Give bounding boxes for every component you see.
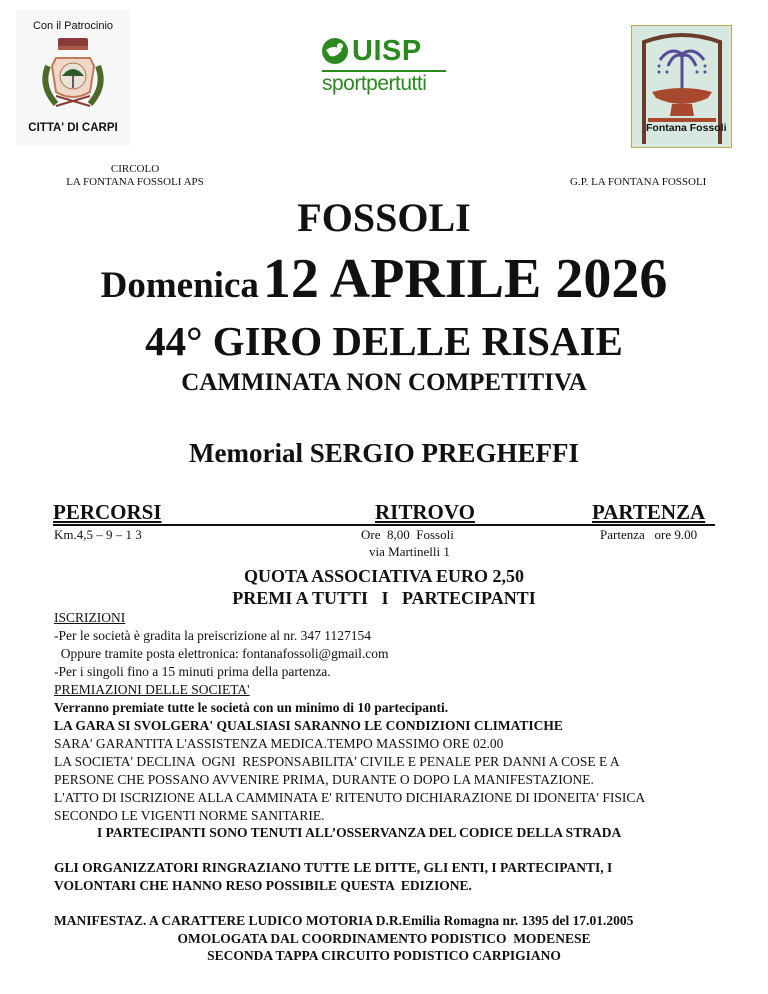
regulation-line: LA SOCIETA' DECLINA OGNI RESPONSABILITA' CIVILE E PENALE PER DANNI A COSE E A: [54, 754, 620, 769]
ritrovo-address: via Martinelli 1: [369, 544, 450, 559]
iscrizioni-line: Oppure tramite posta elettronica: fontanafossoli@gmail.com: [54, 646, 389, 661]
uisp-subtitle: sportpertutti: [322, 72, 427, 95]
percorsi-header: PERCORSI: [53, 500, 162, 524]
premiazioni-bold-line: Verranno premiate tutte le società con un minimo di 10 partecipanti.: [54, 700, 449, 715]
day-prefix: Domenica: [100, 265, 259, 306]
place-title: FOSSOLI: [297, 195, 471, 240]
partenza-value: Partenza ore 9.00: [600, 527, 698, 542]
date-title: [0, 248, 768, 324]
circolo-name: LA FONTANA FOSSOLI APS: [66, 176, 204, 188]
quota-associativa: QUOTA ASSOCIATIVA EURO 2,50: [243, 566, 525, 586]
ritrovo-header: RITROVO: [375, 500, 475, 524]
partenza-header: PARTENZA: [592, 500, 706, 524]
iscrizioni-line: -Per le società è gradita la preiscrizione al nr. 347 1127154: [54, 628, 372, 643]
regulation-line: SECONDO LE VIGENTI NORME SANITARIE.: [54, 808, 325, 823]
premiazioni-bold-line: LA GARA SI SVOLGERA' QUALSIASI SARANNO LE CONDIZIONI CLIMATICHE: [54, 718, 563, 733]
codice-strada-notice: I PARTECIPANTI SONO TENUTI ALL’OSSERVANZA DEL CODICE DELLA STRADA: [97, 825, 622, 840]
footer-line: OMOLOGATA DAL COORDINAMENTO PODISTICO MODENESE: [177, 931, 591, 946]
regulation-line: PERSONE CHE POSSANO AVVENIRE PRIMA, DURANTE O DOPO LA MANIFESTAZIONE.: [54, 772, 594, 787]
thanks-line: VOLONTARI CHE HANNO RESO POSSIBILE QUESTA EDIZIONE.: [54, 878, 472, 893]
logo-fontana-fossoli: [631, 25, 732, 148]
event-title: 44° GIRO DELLE RISAIE: [145, 318, 623, 364]
premiazioni-heading: PREMIAZIONI DELLE SOCIETA': [54, 682, 250, 697]
uisp-runner-icon: [320, 36, 350, 66]
event-subtitle: CAMMINATA NON COMPETITIVA: [181, 369, 587, 396]
logo-uisp: [320, 36, 450, 102]
fontana-fossoli-label: Fontana Fossoli: [646, 122, 727, 134]
gp-header: G.P. LA FONTANA FOSSOLI: [570, 176, 707, 188]
percorsi-value: Km.4,5 – 9 – 1 3: [54, 527, 142, 542]
footer-line: SECONDA TAPPA CIRCUITO PODISTICO CARPIGIANO: [207, 948, 561, 963]
regulation-line: L'ATTO DI ISCRIZIONE ALLA CAMMINATA E' RITENUTO DICHIARAZIONE DI IDONEITA' FISICA: [54, 790, 646, 805]
uisp-title: UISP: [352, 35, 422, 67]
premi-partecipanti: PREMI A TUTTI I PARTECIPANTI: [232, 588, 536, 608]
regulation-line: SARA' GARANTITA L'ASSISTENZA MEDICA.TEMPO MASSIMO ORE 02.00: [54, 736, 504, 751]
ritrovo-value: Ore 8,00 Fossoli: [361, 527, 454, 542]
circolo-header: [55, 163, 215, 189]
iscrizioni-line: -Per i singoli fino a 15 minuti prima della partenza.: [54, 664, 331, 679]
event-date: 12 APRILE 2026: [262, 248, 668, 310]
coat-of-arms-icon: [38, 36, 108, 118]
memorial-title: Memorial SERGIO PREGHEFFI: [189, 438, 579, 468]
thanks-line: GLI ORGANIZZATORI RINGRAZIANO TUTTE LE DITTE, GLI ENTI, I PARTECIPANTI, I: [54, 860, 613, 875]
circolo-label: CIRCOLO: [110, 163, 160, 175]
info-divider: [53, 524, 715, 526]
citta-di-carpi-label: CITTA' DI CARPI: [28, 122, 118, 134]
logo-citta-di-carpi: [16, 10, 130, 146]
patrocinio-label: Con il Patrocinio: [32, 20, 114, 32]
iscrizioni-heading: ISCRIZIONI: [54, 610, 126, 625]
footer-line: MANIFESTAZ. A CARATTERE LUDICO MOTORIA D.R.Emilia Romagna nr. 1395 del 17.01.2005: [54, 913, 634, 928]
